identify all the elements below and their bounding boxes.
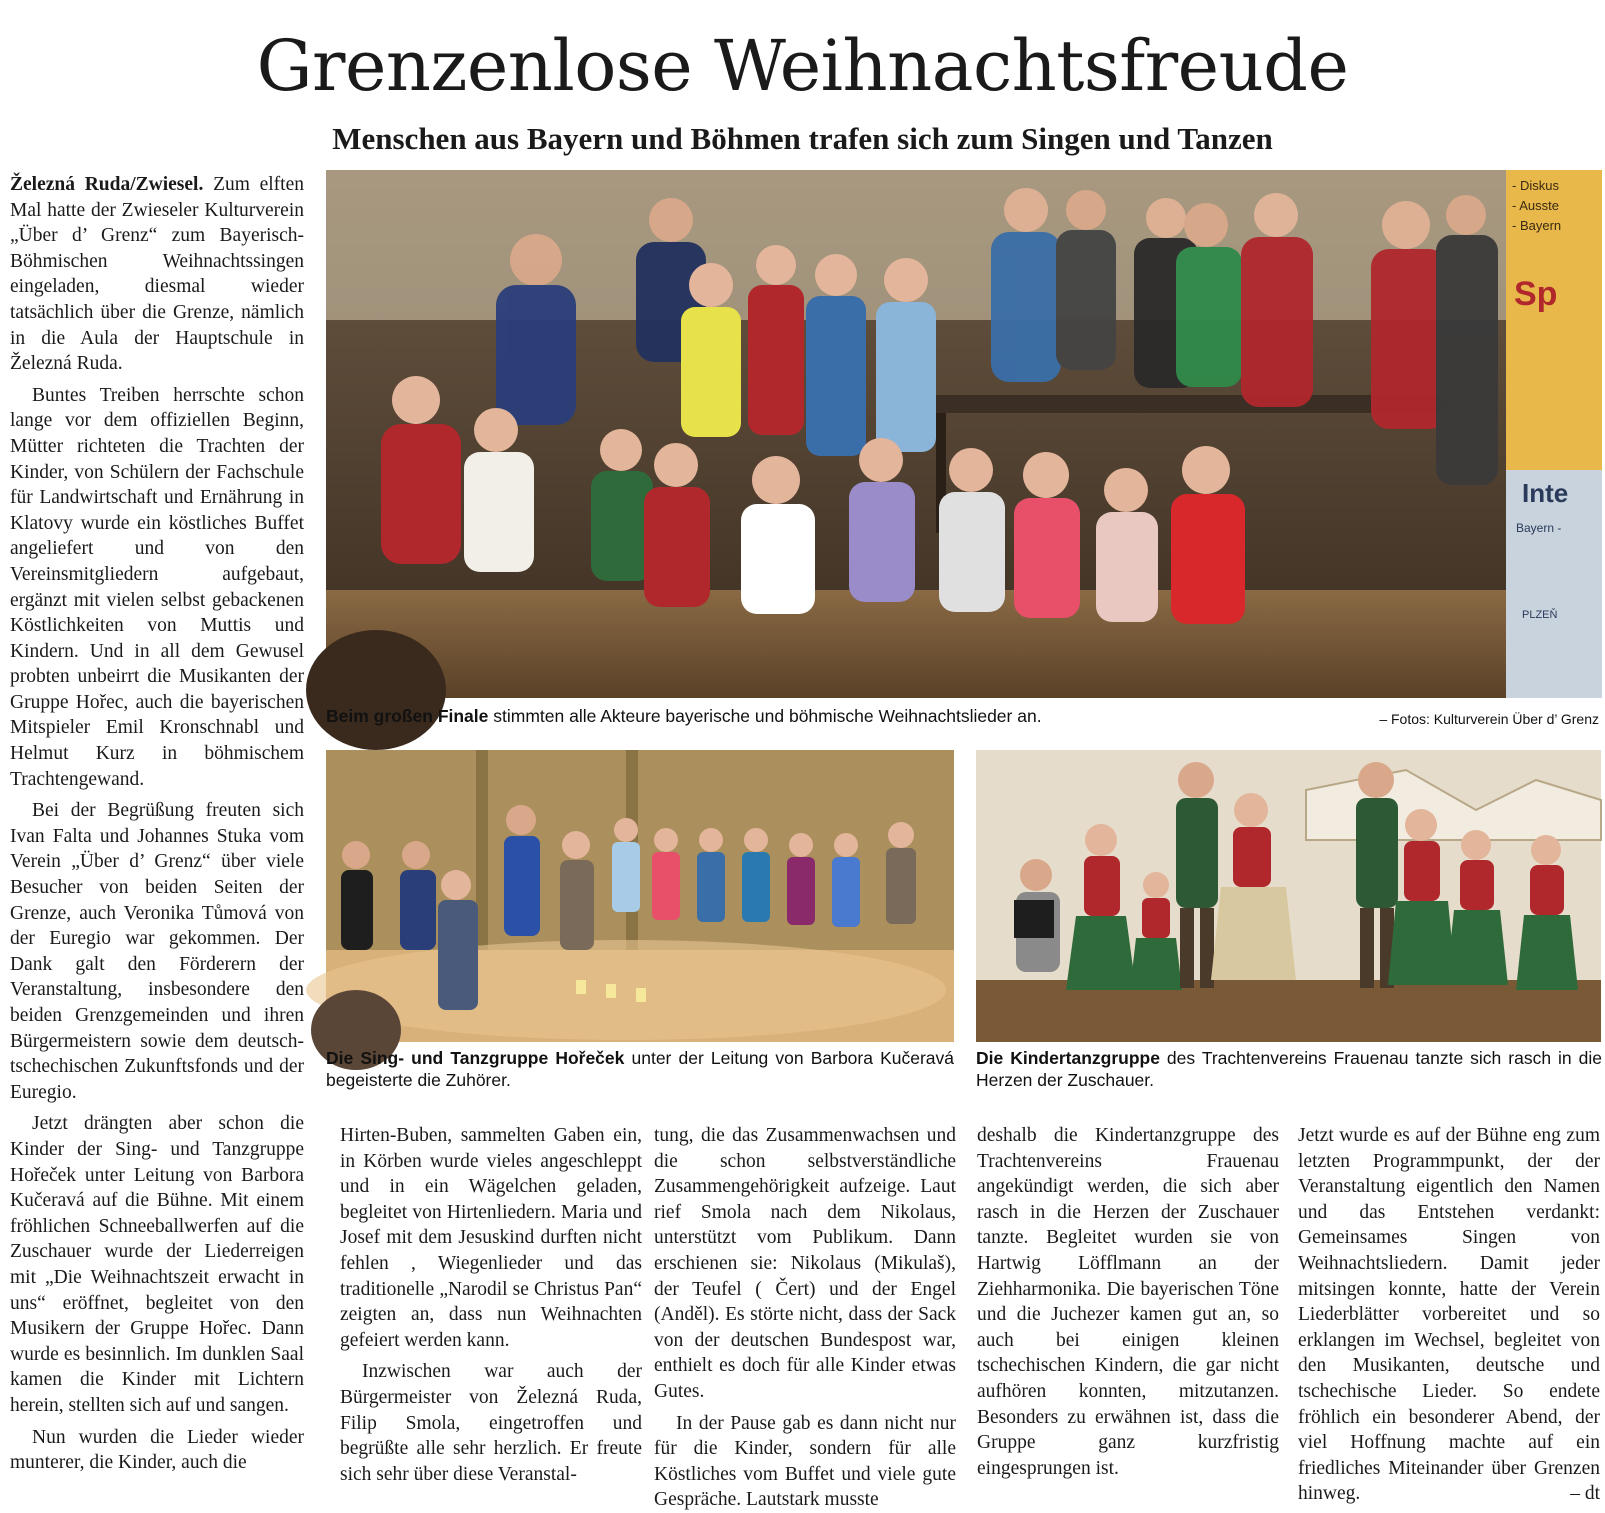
paragraph: tung, die das Zusammenwachsen und die schon selbstverständliche Zusammengehörigkeit aufzeige. Laut rief Smola nach dem Nikolaus, unterstützt vom Publikum. Dann erschienen sie: Nikolaus (Mikulaš), der Teufel ( Čert) und der Engel (Anděl). Es störte nicht, dass der Sack von der deutschen Bundespost war, enthielt es doch für alle Kinder etwas Gutes. <box>654 1125 956 1402</box>
paragraph: Hirten-Buben, sammelten Gaben ein, in Körben wurde vieles angeschleppt und in ein Wägelchen geladen, begleitet von Hirtenliedern. Maria und Josef mit dem Jesuskind durften nicht fehlen , Wiegenlieder und das traditionelle „Narodil se Christus Pan“ zeigten an, dass nun Weihnachten gefeiert werden kann. <box>340 1125 642 1351</box>
photo-credit: – Fotos: Kulturverein Über d’ Grenz <box>1379 711 1599 727</box>
paragraph: Bei der Begrüßung freuten sich Ivan Falta und Johannes Stuka vom Verein „Über d’ Grenz“ über viele Besucher von beiden Seiten der Grenze, auch Veronika Tůmová von der Euregio war gekommen. Der Dank galt den Förderern der Veranstaltung, insbesondere den beiden Grenzgemeinden und ihren Bürgermeistern sowie dem deutsch-tschechischen Zukunftsfonds und der Euregio. <box>10 800 304 1103</box>
photo-kindertanzgruppe-image <box>976 750 1601 1042</box>
photo-horecek-group <box>326 750 954 1042</box>
article-column-1 <box>10 172 304 1472</box>
paragraph: Nun wurden die Lieder wieder munterer, die Kinder, auch die <box>10 1426 304 1474</box>
banner-text: Bayern - <box>1516 521 1562 535</box>
article-column-3 <box>654 1123 956 1511</box>
caption-left-photo: Die Sing- und Tanzgruppe Hořeček unter der Leitung von Barbora Kučeravá begeisterte die Zuhörer. <box>326 1048 954 1090</box>
banner-text: - Diskus <box>1512 178 1559 193</box>
photo-kindertanzgruppe <box>976 750 1601 1042</box>
subheadline: Menschen aus Bayern und Böhmen trafen sich zum Singen und Tanzen <box>332 121 1273 156</box>
paragraph: In der Pause gab es dann nicht nur für die Kinder, sondern für alle Köstliches vom Buffet und viele gute Gespräche. Lautstark musste <box>654 1412 956 1511</box>
paragraph: Jetzt drängten aber schon die Kinder der Sing- und Tanzgruppe Hořeček unter Leitung von Barbora Kučeravá auf die Bühne. Mit einem fröhlichen Schneeballwerfen auf die Zuschauer wurde der Liederreigen mit „Die Weihnachtszeit erwacht in uns“ eröffnet, begleitet von den Musikern der Gruppe Hořec. Dann wurde es besinnlich. Im dunklen Saal kamen die Kinder mit Lichtern herein, stellten sich auf und sangen. <box>10 1113 304 1416</box>
article-column-2 <box>340 1123 642 1485</box>
headline: Grenzenlose Weihnachtsfreude <box>256 25 1349 107</box>
dateline: Železná Ruda/Zwiesel. <box>10 174 204 195</box>
paragraph: deshalb die Kindertanzgruppe des Trachtenvereins Frauenau angekündigt werden, die sich aber rasch in die Herzen der Zuschauer tanzte. Begleitet wurden sie von Hartwig Löfflmann an der Ziehharmonika. Die bayerischen Töne und die Juchezer kamen gut an, so auch bei einigen kleinen tschechischen Kindern, die gar nicht aufhören konnten, mitzutanzen. Besonders zu erwähnen ist, dass die Gruppe ganz kurzfristig eingesprungen ist. <box>977 1125 1279 1479</box>
caption-right-photo: Die Kindertanzgruppe des Trachtenvereins Frauenau tanzte sich rasch in die Herzen der Zuschauer. <box>976 1048 1603 1090</box>
paragraph: Jetzt wurde es auf der Bühne eng zum letzten Programmpunkt, der der Veranstaltung eigentlich den Namen und das Entstehen verdankt: Gemeinsames Singen von Weihnachtsliedern. Damit jeder mitsingen konnte, hatte der Verein Liederblätter vorbereitet und so erklangen im Wechsel, begleitet von den Musikanten, deutsche und tschechische Lieder. So endete fröhlich ein besonderer Abend, der viel Hoffnung machte auf ein friedliches Miteinander über Grenzen hinweg. – dt <box>1298 1123 1600 1507</box>
photo-horecek-image <box>326 750 954 1042</box>
article-column-5 <box>1298 1123 1600 1505</box>
caption-main-photo: Beim großen Finale stimmten alle Akteure bayerische und böhmische Weihnachtslieder an. <box>326 706 1042 726</box>
paragraph: Železná Ruda/Zwiesel. Zum elften Mal hatte der Zwieseler Kulturverein „Über d’ Grenz“ zum Bayerisch-Böhmischen Weihnachtssingen eingeladen, diesmal wieder tatsächlich über die Grenze, nämlich in die Aula der Hauptschule in Železná Ruda. <box>10 174 304 375</box>
photo-grand-finale-image <box>326 170 1602 698</box>
banner-text: - Bayern <box>1512 218 1562 233</box>
banner-text: Inte <box>1522 478 1569 508</box>
author-signature: – dt <box>1570 1483 1600 1505</box>
article-column-4 <box>977 1123 1279 1479</box>
banner-text: - Ausste <box>1512 198 1559 213</box>
paragraph: Inzwischen war auch der Bürgermeister von Železná Ruda, Filip Smola, eingetroffen und begrüßte alle sehr herzlich. Er freute sich sehr über diese Veranstal- <box>340 1361 642 1485</box>
paragraph: Buntes Treiben herrschte schon lange vor dem offiziellen Beginn, Mütter richteten die Trachten der Kinder, von Schülern der Fachschule für Landwirtschaft und Ernährung in Klatovy wurde ein köstliches Buffet angeliefert und von den Vereinsmitgliedern aufgebaut, ergänzt mit vielen selbst gebackenen Köstlichkeiten von Muttis und Kindern. Und in all dem Gewusel probten unbeirrt die Musikanten der Gruppe Hořec, auch die bayerischen Mitspieler Emil Kronschnabl und Helmut Kurz in böhmischem Trachtengewand. <box>10 384 304 790</box>
banner-text: PLZEŇ <box>1522 609 1558 621</box>
banner-text: Sp <box>1514 275 1558 313</box>
photo-grand-finale <box>326 170 1602 698</box>
